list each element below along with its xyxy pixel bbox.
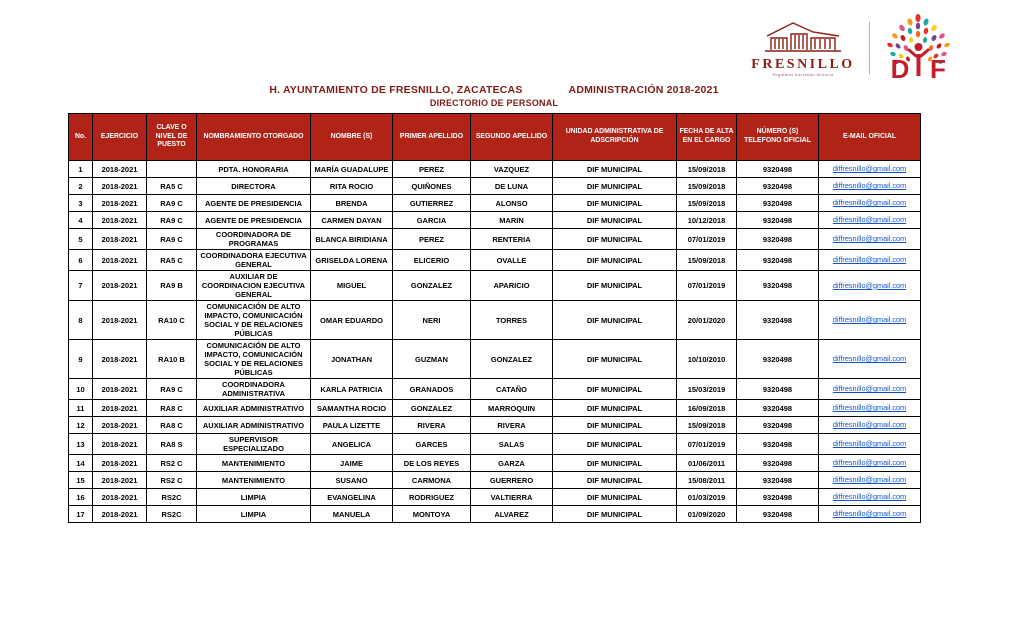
cell-no: 11	[69, 400, 93, 417]
cell-nombramiento: SUPERVISOR ESPECIALIZADO	[197, 434, 311, 455]
cell-ejercicio: 2018-2021	[93, 506, 147, 523]
cell-email	[819, 271, 921, 301]
cell-email	[819, 229, 921, 250]
cell-fecha-alta: 15/09/2018	[677, 417, 737, 434]
cell-no: 12	[69, 417, 93, 434]
cell-unidad: DIF MUNICIPAL	[553, 489, 677, 506]
cell-nombramiento: COMUNICACIÓN DE ALTO IMPACTO, COMUNICACIÓN SOCIAL Y DE RELACIONES PÚBLICAS	[197, 340, 311, 379]
column-header-clave: CLAVE O NIVEL DE PUESTO	[147, 114, 197, 161]
cell-nombramiento: COORDINADORA DE PROGRAMAS	[197, 229, 311, 250]
cell-clave: RA9 C	[147, 379, 197, 400]
cell-primer-apellido: DE LOS REYES	[393, 455, 471, 472]
cell-ejercicio: 2018-2021	[93, 472, 147, 489]
cell-telefono: 9320498	[737, 489, 819, 506]
cell-ejercicio: 2018-2021	[93, 400, 147, 417]
cell-clave: RA8 C	[147, 400, 197, 417]
cell-ejercicio: 2018-2021	[93, 178, 147, 195]
personnel-table	[68, 113, 921, 523]
column-header-nombre: NOMBRE (S)	[311, 114, 393, 161]
table-row	[69, 250, 921, 271]
cell-segundo-apellido: VAZQUEZ	[471, 161, 553, 178]
cell-ejercicio: 2018-2021	[93, 229, 147, 250]
cell-unidad: DIF MUNICIPAL	[553, 506, 677, 523]
cell-unidad: DIF MUNICIPAL	[553, 301, 677, 340]
cell-ejercicio: 2018-2021	[93, 271, 147, 301]
cell-no: 2	[69, 178, 93, 195]
cell-nombramiento: COORDINADORA EJECUTIVA GENERAL	[197, 250, 311, 271]
cell-segundo-apellido: GUERRERO	[471, 472, 553, 489]
cell-nombramiento: AUXILIAR ADMINISTRATIVO	[197, 417, 311, 434]
email-link[interactable]: diffresnillo@gmail.com	[832, 384, 907, 394]
cell-fecha-alta: 15/09/2018	[677, 178, 737, 195]
cell-segundo-apellido: VALTIERRA	[471, 489, 553, 506]
cell-no: 15	[69, 472, 93, 489]
cell-fecha-alta: 10/10/2010	[677, 340, 737, 379]
column-header-primer-apellido: PRIMER APELLIDO	[393, 114, 471, 161]
column-header-ejercicio: EJERCICIO	[93, 114, 147, 161]
cell-nombre: BLANCA BIRIDIANA	[311, 229, 393, 250]
cell-ejercicio: 2018-2021	[93, 455, 147, 472]
cell-nombramiento: COORDINADORA ADMINISTRATIVA	[197, 379, 311, 400]
table-row	[69, 301, 921, 340]
cell-email	[819, 489, 921, 506]
table-row	[69, 400, 921, 417]
cell-email	[819, 434, 921, 455]
cell-no: 10	[69, 379, 93, 400]
table-row	[69, 271, 921, 301]
dif-logo-icon	[880, 12, 958, 84]
cell-telefono: 9320498	[737, 212, 819, 229]
email-link[interactable]: diffresnillo@gmail.com	[832, 164, 907, 174]
cell-nombre: KARLA PATRICIA	[311, 379, 393, 400]
cell-unidad: DIF MUNICIPAL	[553, 434, 677, 455]
cell-fecha-alta: 15/09/2018	[677, 195, 737, 212]
cell-email	[819, 340, 921, 379]
cell-primer-apellido: ELICERIO	[393, 250, 471, 271]
cell-ejercicio: 2018-2021	[93, 489, 147, 506]
dif-logo-letter-d: D	[890, 54, 910, 84]
cell-clave: RS2C	[147, 489, 197, 506]
cell-nombre: CARMEN DAYAN	[311, 212, 393, 229]
cell-fecha-alta: 10/12/2018	[677, 212, 737, 229]
cell-nombre: PAULA LIZETTE	[311, 417, 393, 434]
cell-clave: RA10 C	[147, 301, 197, 340]
fresnillo-logo-text: FRESNILLO	[751, 57, 855, 72]
cell-primer-apellido: PEREZ	[393, 229, 471, 250]
column-header-telefono: NÚMERO (S) TELEFONO OFICIAL	[737, 114, 819, 161]
table-row	[69, 178, 921, 195]
cell-telefono: 9320498	[737, 506, 819, 523]
cell-unidad: DIF MUNICIPAL	[553, 455, 677, 472]
cell-telefono: 9320498	[737, 195, 819, 212]
cell-nombramiento: COMUNICACIÓN DE ALTO IMPACTO, COMUNICACIÓN SOCIAL Y DE RELACIONES PÚBLICAS	[197, 301, 311, 340]
cell-segundo-apellido: ALONSO	[471, 195, 553, 212]
column-header-segundo-apellido: SEGUNDO APELLIDO	[471, 114, 553, 161]
cell-segundo-apellido: RENTERIA	[471, 229, 553, 250]
cell-clave: RS2 C	[147, 472, 197, 489]
cell-unidad: DIF MUNICIPAL	[553, 472, 677, 489]
cell-fecha-alta: 15/09/2018	[677, 161, 737, 178]
cell-primer-apellido: MONTOYA	[393, 506, 471, 523]
cell-email	[819, 472, 921, 489]
cell-fecha-alta: 07/01/2019	[677, 229, 737, 250]
page-subtitle: DIRECTORIO DE PERSONAL	[429, 98, 559, 108]
cell-email	[819, 161, 921, 178]
cell-segundo-apellido: RIVERA	[471, 417, 553, 434]
cell-unidad: DIF MUNICIPAL	[553, 161, 677, 178]
cell-primer-apellido: CARMONA	[393, 472, 471, 489]
cell-telefono: 9320498	[737, 455, 819, 472]
table-row	[69, 489, 921, 506]
column-header-unidad: UNIDAD ADMINISTRATIVA DE ADSCRIPCIÓN	[553, 114, 677, 161]
cell-no: 6	[69, 250, 93, 271]
cell-email	[819, 250, 921, 271]
table-row	[69, 417, 921, 434]
cell-clave: RA9 C	[147, 212, 197, 229]
cell-no: 5	[69, 229, 93, 250]
cell-telefono: 9320498	[737, 250, 819, 271]
cell-primer-apellido: QUIÑONES	[393, 178, 471, 195]
cell-segundo-apellido: TORRES	[471, 301, 553, 340]
cell-unidad: DIF MUNICIPAL	[553, 212, 677, 229]
cell-ejercicio: 2018-2021	[93, 250, 147, 271]
table-row	[69, 195, 921, 212]
table-row	[69, 506, 921, 523]
cell-ejercicio: 2018-2021	[93, 434, 147, 455]
cell-telefono: 9320498	[737, 229, 819, 250]
cell-nombramiento: MANTENIMIENTO	[197, 472, 311, 489]
cell-no: 16	[69, 489, 93, 506]
cell-clave: RA5 C	[147, 178, 197, 195]
cell-nombre: SAMANTHA ROCIO	[311, 400, 393, 417]
email-link[interactable]: diffresnillo@gmail.com	[832, 280, 907, 290]
cell-nombre: MIGUEL	[311, 271, 393, 301]
cell-primer-apellido: GARCIA	[393, 212, 471, 229]
cell-email	[819, 195, 921, 212]
table-row	[69, 455, 921, 472]
cell-nombre: GRISELDA LORENA	[311, 250, 393, 271]
cell-nombramiento: LIMPIA	[197, 489, 311, 506]
cell-nombre: JAIME	[311, 455, 393, 472]
cell-email	[819, 301, 921, 340]
cell-no: 13	[69, 434, 93, 455]
document-header	[68, 84, 920, 108]
cell-clave: RA5 C	[147, 250, 197, 271]
email-link[interactable]: diffresnillo@gmail.com	[832, 420, 907, 430]
cell-telefono: 9320498	[737, 434, 819, 455]
cell-nombramiento: MANTENIMIENTO	[197, 455, 311, 472]
cell-ejercicio: 2018-2021	[93, 417, 147, 434]
cell-nombre: MARÍA GUADALUPE	[311, 161, 393, 178]
cell-nombre: EVANGELINA	[311, 489, 393, 506]
cell-segundo-apellido: SALAS	[471, 434, 553, 455]
table-row	[69, 340, 921, 379]
cell-ejercicio: 2018-2021	[93, 195, 147, 212]
cell-primer-apellido: RODRIGUEZ	[393, 489, 471, 506]
fresnillo-logo-tagline: Seguimos haciendo historia	[772, 72, 834, 77]
column-header-no: No.	[69, 114, 93, 161]
cell-unidad: DIF MUNICIPAL	[553, 195, 677, 212]
column-header-fecha-alta: FECHA DE ALTA EN EL CARGO	[677, 114, 737, 161]
cell-no: 17	[69, 506, 93, 523]
cell-clave: RS2C	[147, 506, 197, 523]
cell-ejercicio: 2018-2021	[93, 340, 147, 379]
cell-fecha-alta: 15/03/2019	[677, 379, 737, 400]
page-title-left: H. AYUNTAMIENTO DE FRESNILLO, ZACATECAS	[269, 84, 523, 96]
cell-nombre: MANUELA	[311, 506, 393, 523]
cell-clave	[147, 161, 197, 178]
cell-segundo-apellido: GONZALEZ	[471, 340, 553, 379]
cell-primer-apellido: GONZALEZ	[393, 271, 471, 301]
cell-email	[819, 212, 921, 229]
cell-nombre: RITA ROCIO	[311, 178, 393, 195]
page-title	[68, 84, 920, 96]
cell-ejercicio: 2018-2021	[93, 379, 147, 400]
email-link[interactable]: diffresnillo@gmail.com	[832, 198, 907, 208]
cell-segundo-apellido: MARROQUIN	[471, 400, 553, 417]
cell-telefono: 9320498	[737, 301, 819, 340]
cell-ejercicio: 2018-2021	[93, 301, 147, 340]
column-header-email: E-MAIL OFICIAL	[819, 114, 921, 161]
cell-segundo-apellido: ALVAREZ	[471, 506, 553, 523]
cell-unidad: DIF MUNICIPAL	[553, 400, 677, 417]
cell-primer-apellido: GONZALEZ	[393, 400, 471, 417]
cell-unidad: DIF MUNICIPAL	[553, 250, 677, 271]
cell-segundo-apellido: CATAÑO	[471, 379, 553, 400]
column-header-nombramiento: NOMBRAMIENTO OTORGADO	[197, 114, 311, 161]
dif-logo-letter-f: F	[930, 54, 946, 84]
cell-fecha-alta: 07/01/2019	[677, 271, 737, 301]
table-row	[69, 434, 921, 455]
cell-primer-apellido: GUZMAN	[393, 340, 471, 379]
logo-group	[747, 12, 958, 84]
cell-segundo-apellido: MARIN	[471, 212, 553, 229]
cell-clave: RA9 C	[147, 229, 197, 250]
cell-nombramiento: AUXILIAR DE COORDINACION EJECUTIVA GENERAL	[197, 271, 311, 301]
cell-segundo-apellido: GARZA	[471, 455, 553, 472]
email-link[interactable]: diffresnillo@gmail.com	[832, 509, 907, 519]
cell-no: 8	[69, 301, 93, 340]
cell-ejercicio: 2018-2021	[93, 161, 147, 178]
cell-telefono: 9320498	[737, 417, 819, 434]
cell-unidad: DIF MUNICIPAL	[553, 229, 677, 250]
cell-email	[819, 506, 921, 523]
email-link[interactable]: diffresnillo@gmail.com	[832, 458, 907, 468]
cell-email	[819, 178, 921, 195]
cell-telefono: 9320498	[737, 271, 819, 301]
cell-email	[819, 417, 921, 434]
table-row	[69, 212, 921, 229]
cell-nombre: BRENDA	[311, 195, 393, 212]
table-row	[69, 472, 921, 489]
cell-no: 3	[69, 195, 93, 212]
cell-clave: RS2 C	[147, 455, 197, 472]
cell-segundo-apellido: APARICIO	[471, 271, 553, 301]
cell-fecha-alta: 01/09/2020	[677, 506, 737, 523]
email-link[interactable]: diffresnillo@gmail.com	[832, 439, 907, 449]
cell-primer-apellido: GRANADOS	[393, 379, 471, 400]
logo-divider	[869, 22, 870, 74]
cell-telefono: 9320498	[737, 161, 819, 178]
cell-unidad: DIF MUNICIPAL	[553, 379, 677, 400]
email-link[interactable]: diffresnillo@gmail.com	[832, 354, 907, 364]
cell-unidad: DIF MUNICIPAL	[553, 178, 677, 195]
cell-no: 14	[69, 455, 93, 472]
cell-unidad: DIF MUNICIPAL	[553, 340, 677, 379]
email-link[interactable]: diffresnillo@gmail.com	[832, 255, 907, 265]
cell-primer-apellido: NERI	[393, 301, 471, 340]
email-link[interactable]: diffresnillo@gmail.com	[832, 315, 907, 325]
email-link[interactable]: diffresnillo@gmail.com	[832, 492, 907, 502]
cell-no: 7	[69, 271, 93, 301]
table-row	[69, 161, 921, 178]
email-link[interactable]: diffresnillo@gmail.com	[832, 475, 907, 485]
cell-no: 9	[69, 340, 93, 379]
table-row	[69, 379, 921, 400]
cell-telefono: 9320498	[737, 178, 819, 195]
email-link[interactable]: diffresnillo@gmail.com	[832, 403, 907, 413]
cell-unidad: DIF MUNICIPAL	[553, 417, 677, 434]
cell-telefono: 9320498	[737, 472, 819, 489]
cell-nombramiento: PDTA. HONORARIA	[197, 161, 311, 178]
cell-ejercicio: 2018-2021	[93, 212, 147, 229]
cell-telefono: 9320498	[737, 400, 819, 417]
table-row	[69, 229, 921, 250]
cell-email	[819, 400, 921, 417]
cell-primer-apellido: PEREZ	[393, 161, 471, 178]
cell-primer-apellido: GARCES	[393, 434, 471, 455]
cell-clave: RA10 B	[147, 340, 197, 379]
cell-no: 4	[69, 212, 93, 229]
email-link[interactable]: diffresnillo@gmail.com	[832, 215, 907, 225]
cell-clave: RA8 C	[147, 417, 197, 434]
table-header-row	[69, 114, 921, 161]
cell-email	[819, 455, 921, 472]
cell-clave: RA8 S	[147, 434, 197, 455]
cell-nombramiento: AUXILIAR ADMINISTRATIVO	[197, 400, 311, 417]
cell-fecha-alta: 07/01/2019	[677, 434, 737, 455]
cell-no: 1	[69, 161, 93, 178]
cell-fecha-alta: 01/03/2019	[677, 489, 737, 506]
cell-nombre: SUSANO	[311, 472, 393, 489]
cell-telefono: 9320498	[737, 340, 819, 379]
cell-nombramiento: AGENTE DE PRESIDENCIA	[197, 212, 311, 229]
cell-fecha-alta: 20/01/2020	[677, 301, 737, 340]
cell-unidad: DIF MUNICIPAL	[553, 271, 677, 301]
cell-nombre: ANGELICA	[311, 434, 393, 455]
cell-nombre: OMAR EDUARDO	[311, 301, 393, 340]
cell-segundo-apellido: OVALLE	[471, 250, 553, 271]
cell-segundo-apellido: DE LUNA	[471, 178, 553, 195]
cell-fecha-alta: 16/09/2018	[677, 400, 737, 417]
fresnillo-logo-icon	[747, 16, 859, 80]
cell-telefono: 9320498	[737, 379, 819, 400]
cell-nombramiento: LIMPIA	[197, 506, 311, 523]
cell-clave: RA9 B	[147, 271, 197, 301]
email-link[interactable]: diffresnillo@gmail.com	[832, 181, 907, 191]
cell-nombramiento: AGENTE DE PRESIDENCIA	[197, 195, 311, 212]
cell-fecha-alta: 15/08/2011	[677, 472, 737, 489]
cell-nombre: JONATHAN	[311, 340, 393, 379]
cell-email	[819, 379, 921, 400]
page-title-right: ADMINISTRACIÓN 2018-2021	[568, 84, 719, 96]
cell-clave: RA9 C	[147, 195, 197, 212]
email-link[interactable]: diffresnillo@gmail.com	[832, 234, 907, 244]
cell-primer-apellido: RIVERA	[393, 417, 471, 434]
cell-primer-apellido: GUTIERREZ	[393, 195, 471, 212]
cell-fecha-alta: 15/09/2018	[677, 250, 737, 271]
cell-nombramiento: DIRECTORA	[197, 178, 311, 195]
cell-fecha-alta: 01/06/2011	[677, 455, 737, 472]
